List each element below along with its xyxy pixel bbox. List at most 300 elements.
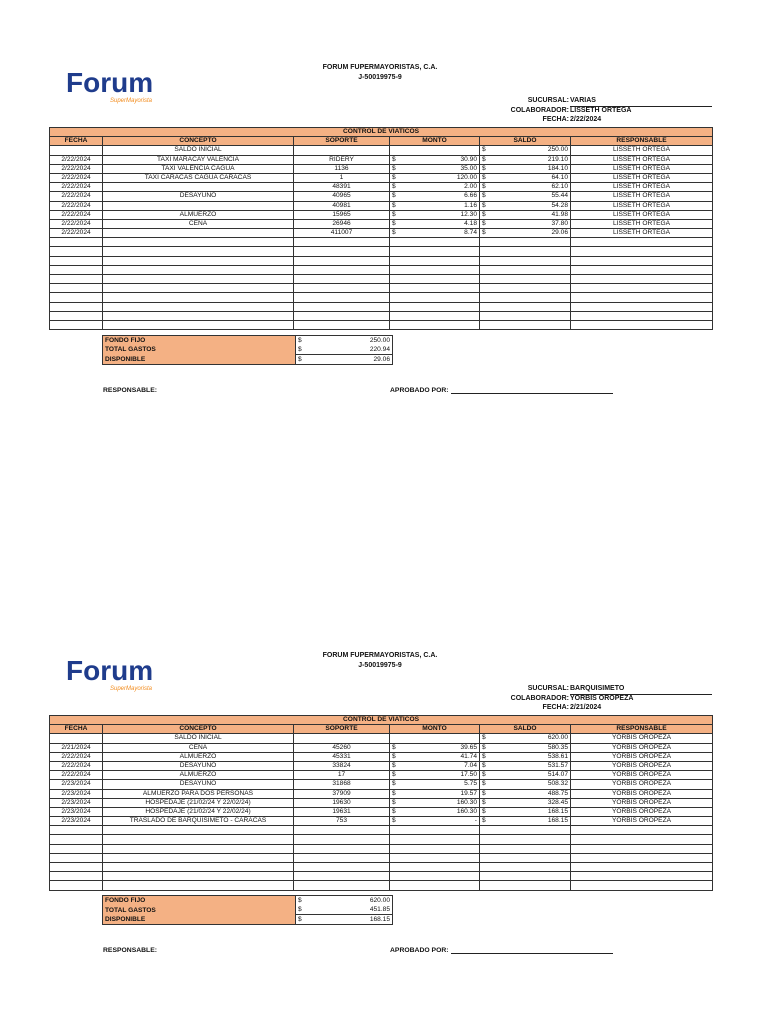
column-header: CONCEPTO: [103, 137, 294, 146]
monto-value: 39.65: [460, 743, 477, 751]
cell-concepto: [103, 201, 294, 210]
saldo-value: 508.32: [547, 780, 568, 788]
summary-value: 250.00: [369, 337, 390, 344]
colaborador-value: YORBIS OROPEZA: [570, 695, 634, 702]
cell-concepto: ALMUERZO PARA DOS PERSONAS: [103, 789, 294, 798]
column-header: FECHA: [50, 725, 103, 734]
summary-value: 168.15: [369, 916, 390, 924]
cell-saldo: [480, 743, 571, 752]
table-row: [50, 210, 713, 219]
cell-monto: [390, 229, 480, 238]
cell-monto: [390, 780, 480, 789]
cell-soporte: [294, 146, 390, 155]
cell-saldo: [480, 752, 571, 761]
currency-sign: $: [392, 219, 396, 227]
column-header: SALDO: [480, 137, 571, 146]
saldo-value: 184.10: [547, 164, 568, 172]
saldo-value: 41.98: [551, 210, 568, 218]
cell-saldo: [480, 817, 571, 826]
empty-row: [50, 238, 713, 247]
cell-fecha: 2/22/2024: [50, 219, 103, 228]
summary-value-cell: [296, 336, 393, 346]
table-row: [50, 173, 713, 182]
cell-soporte: [294, 734, 390, 743]
cell-monto: [390, 155, 480, 164]
table-row: [50, 752, 713, 761]
monto-value: 120.00: [456, 174, 477, 182]
saldo-value: 168.15: [547, 807, 568, 815]
table-row: [50, 229, 713, 238]
cell-soporte: RIDERY: [294, 155, 390, 164]
forum-logo-mark: [66, 654, 162, 694]
cell-monto: [390, 146, 480, 155]
monto-value: 35.00: [460, 164, 477, 172]
cell-responsable: YORBIS OROPEZA: [571, 734, 713, 743]
cell-concepto: CENA: [103, 743, 294, 752]
cell-concepto: HOSPEDAJE (21/02/24 Y 22/02/24): [103, 807, 294, 816]
cell-monto: [390, 164, 480, 173]
summary-value: 451.85: [369, 906, 390, 914]
cell-saldo: [480, 229, 571, 238]
cell-responsable: YORBIS OROPEZA: [571, 798, 713, 807]
monto-value: -: [474, 817, 477, 825]
summary-value-cell: [296, 355, 393, 365]
cell-concepto: SALDO INICIAL: [103, 734, 294, 743]
currency-sign: $: [482, 192, 486, 200]
cell-saldo: [480, 164, 571, 173]
empty-row: [50, 881, 713, 890]
cell-monto: [390, 734, 480, 743]
cell-responsable: YORBIS OROPEZA: [571, 752, 713, 761]
summary-value-cell: [296, 345, 393, 355]
cell-fecha: 2/23/2024: [50, 807, 103, 816]
currency-sign: $: [482, 229, 486, 237]
cell-fecha: 2/23/2024: [50, 817, 103, 826]
cell-responsable: LISSETH ORTEGA: [571, 210, 713, 219]
currency-sign: $: [392, 743, 396, 751]
empty-row: [50, 265, 713, 274]
summary-label: DISPONIBLE: [103, 355, 296, 365]
label-sucursal: SUCURSAL:: [527, 97, 569, 104]
cell-saldo: [480, 183, 571, 192]
table-row: [50, 789, 713, 798]
cell-concepto: DESAYUNO: [103, 192, 294, 201]
cell-soporte: 753: [294, 817, 390, 826]
company-rif: J-50019975-9: [358, 662, 402, 669]
cell-responsable: YORBIS OROPEZA: [571, 789, 713, 798]
cell-fecha: 2/23/2024: [50, 789, 103, 798]
company-name: FORUM FUPERMAYORISTAS, C.A.: [322, 64, 438, 71]
currency-sign: $: [298, 346, 302, 353]
cell-monto: [390, 752, 480, 761]
cell-concepto: TAXI CARACAS CAGUA CARACAS: [103, 173, 294, 182]
cell-fecha: 2/22/2024: [50, 771, 103, 780]
column-header: MONTO: [390, 137, 480, 146]
summary-value: 620.00: [369, 897, 390, 905]
column-header: MONTO: [390, 725, 480, 734]
cell-responsable: LISSETH ORTEGA: [571, 173, 713, 182]
cell-concepto: [103, 229, 294, 238]
cell-monto: [390, 201, 480, 210]
cell-responsable: YORBIS OROPEZA: [571, 817, 713, 826]
summary-row: [103, 345, 393, 355]
cell-responsable: YORBIS OROPEZA: [571, 780, 713, 789]
currency-sign: $: [298, 906, 302, 914]
cell-fecha: 2/22/2024: [50, 229, 103, 238]
column-header: SALDO: [480, 725, 571, 734]
cell-monto: [390, 210, 480, 219]
empty-row: [50, 826, 713, 835]
column-header: RESPONSABLE: [571, 725, 713, 734]
responsable-label: RESPONSABLE:: [103, 947, 158, 955]
cell-responsable: YORBIS OROPEZA: [571, 743, 713, 752]
cell-responsable: LISSETH ORTEGA: [571, 229, 713, 238]
aprobado-line: [451, 393, 613, 394]
label-fecha: FECHA:: [542, 116, 569, 123]
company-name: FORUM FUPERMAYORISTAS, C.A.: [322, 652, 438, 659]
currency-sign: $: [392, 229, 396, 237]
monto-value: 160.30: [456, 807, 477, 815]
empty-row: [50, 284, 713, 293]
responsable-label: RESPONSABLE:: [103, 387, 158, 394]
currency-sign: $: [298, 356, 302, 363]
cell-concepto: DESAYUNO: [103, 761, 294, 770]
empty-row: [50, 853, 713, 862]
cell-concepto: HOSPEDAJE (21/02/24 Y 22/02/24): [103, 798, 294, 807]
currency-sign: $: [392, 210, 396, 218]
colaborador-value: LISSETH ORTEGA: [570, 107, 632, 114]
sucursal-underline: [570, 106, 712, 107]
cell-soporte: 1136: [294, 164, 390, 173]
summary-row: [103, 905, 393, 915]
summary-row: [103, 896, 393, 906]
summary-value: 220.94: [369, 346, 390, 353]
cell-fecha: 2/22/2024: [50, 752, 103, 761]
cell-fecha: 2/23/2024: [50, 780, 103, 789]
currency-sign: $: [482, 771, 486, 779]
cell-responsable: LISSETH ORTEGA: [571, 201, 713, 210]
table-row: [50, 780, 713, 789]
cell-concepto: TAXI MARACAY VALENCIA: [103, 155, 294, 164]
cell-saldo: [480, 219, 571, 228]
empty-row: [50, 247, 713, 256]
saldo-value: 531.57: [547, 762, 568, 770]
empty-row: [50, 311, 713, 320]
cell-fecha: 2/22/2024: [50, 155, 103, 164]
monto-value: 12.30: [460, 210, 477, 218]
currency-sign: $: [482, 807, 486, 815]
monto-value: 2.00: [464, 183, 477, 191]
cell-monto: [390, 798, 480, 807]
monto-value: 160.30: [456, 798, 477, 806]
currency-sign: $: [392, 762, 396, 770]
cell-soporte: 17: [294, 771, 390, 780]
currency-sign: $: [298, 897, 302, 905]
monto-value: 6.66: [464, 192, 477, 200]
monto-value: 1.16: [464, 201, 477, 209]
cell-monto: [390, 192, 480, 201]
cell-fecha: [50, 734, 103, 743]
cell-soporte: 45331: [294, 752, 390, 761]
cell-fecha: 2/22/2024: [50, 201, 103, 210]
column-header: CONCEPTO: [103, 725, 294, 734]
cell-responsable: LISSETH ORTEGA: [571, 183, 713, 192]
cell-soporte: 31868: [294, 780, 390, 789]
cell-monto: [390, 183, 480, 192]
currency-sign: $: [392, 817, 396, 825]
logo-brand: Forum: [66, 655, 154, 686]
monto-value: 17.50: [460, 771, 477, 779]
cell-soporte: 48391: [294, 183, 390, 192]
cell-saldo: [480, 734, 571, 743]
logo-brand: Forum: [66, 67, 154, 98]
currency-sign: $: [482, 798, 486, 806]
cell-fecha: [50, 146, 103, 155]
aprobado-label: APROBADO POR:: [390, 947, 449, 955]
currency-sign: $: [392, 164, 396, 172]
cell-saldo: [480, 789, 571, 798]
saldo-value: 620.00: [547, 734, 568, 742]
empty-row: [50, 302, 713, 311]
aprobado-signature: [390, 947, 613, 954]
cell-saldo: [480, 798, 571, 807]
cell-responsable: LISSETH ORTEGA: [571, 164, 713, 173]
table-row: [50, 798, 713, 807]
viaticos-table: [49, 127, 713, 330]
cell-concepto: ALMUERZO: [103, 210, 294, 219]
cell-saldo: [480, 192, 571, 201]
table-row: [50, 771, 713, 780]
column-header: FECHA: [50, 137, 103, 146]
sucursal-value: VARIAS: [570, 97, 596, 104]
table-row: [50, 155, 713, 164]
currency-sign: $: [482, 789, 486, 797]
table-row: [50, 761, 713, 770]
currency-sign: $: [482, 743, 486, 751]
empty-row: [50, 275, 713, 284]
currency-sign: $: [482, 219, 486, 227]
cell-responsable: YORBIS OROPEZA: [571, 771, 713, 780]
sucursal-underline: [570, 694, 712, 695]
company-rif: J-50019975-9: [358, 74, 402, 81]
currency-sign: $: [392, 183, 396, 191]
empty-row: [50, 863, 713, 872]
cell-saldo: [480, 807, 571, 816]
saldo-value: 168.15: [547, 817, 568, 825]
cell-concepto: DESAYUNO: [103, 780, 294, 789]
table-row: [50, 183, 713, 192]
currency-sign: $: [392, 192, 396, 200]
cell-monto: [390, 743, 480, 752]
cell-soporte: 40981: [294, 201, 390, 210]
cell-concepto: [103, 183, 294, 192]
label-colaborador: COLABORADOR:: [510, 695, 569, 702]
cell-soporte: 411007: [294, 229, 390, 238]
column-header: SOPORTE: [294, 725, 390, 734]
currency-sign: $: [392, 807, 396, 815]
saldo-value: 29.06: [551, 229, 568, 237]
cell-monto: [390, 807, 480, 816]
responsable-signature: [103, 387, 157, 394]
cell-soporte: 45260: [294, 743, 390, 752]
forum-logo: [66, 66, 162, 106]
currency-sign: $: [482, 146, 486, 154]
monto-value: 30.90: [460, 155, 477, 163]
cell-fecha: 2/22/2024: [50, 183, 103, 192]
viaticos-table: [49, 715, 713, 891]
summary-label: TOTAL GASTOS: [103, 905, 296, 915]
column-header: SOPORTE: [294, 137, 390, 146]
saldo-value: 62.10: [551, 183, 568, 191]
cell-soporte: 15965: [294, 210, 390, 219]
monto-value: 4.18: [464, 219, 477, 227]
saldo-value: 488.75: [547, 789, 568, 797]
cell-fecha: 2/22/2024: [50, 210, 103, 219]
cell-soporte: 1: [294, 173, 390, 182]
currency-sign: $: [482, 183, 486, 191]
monto-value: 7.04: [464, 762, 477, 770]
currency-sign: $: [392, 780, 396, 788]
cell-monto: [390, 771, 480, 780]
label-colaborador: COLABORADOR:: [510, 107, 569, 114]
saldo-value: 37.80: [551, 219, 568, 227]
summary-table: [102, 335, 393, 365]
currency-sign: $: [298, 916, 302, 924]
summary-table: [102, 895, 393, 925]
table-row: [50, 807, 713, 816]
cell-concepto: SALDO INICIAL: [103, 146, 294, 155]
cell-soporte: 19631: [294, 807, 390, 816]
cell-monto: [390, 817, 480, 826]
currency-sign: $: [482, 210, 486, 218]
summary-value: 29.06: [373, 356, 390, 363]
currency-sign: $: [392, 771, 396, 779]
table-row: [50, 743, 713, 752]
saldo-value: 250.00: [547, 146, 568, 154]
cell-responsable: YORBIS OROPEZA: [571, 807, 713, 816]
cell-fecha: 2/22/2024: [50, 173, 103, 182]
cell-saldo: [480, 173, 571, 182]
summary-label: DISPONIBLE: [103, 915, 296, 925]
currency-sign: $: [482, 734, 486, 742]
cell-saldo: [480, 761, 571, 770]
summary-label: FONDO FIJO: [103, 896, 296, 906]
aprobado-signature: [390, 387, 613, 394]
cell-monto: [390, 761, 480, 770]
table-row: [50, 201, 713, 210]
empty-row: [50, 844, 713, 853]
label-sucursal: SUCURSAL:: [527, 685, 569, 692]
cell-soporte: 26946: [294, 219, 390, 228]
cell-soporte: 37909: [294, 789, 390, 798]
saldo-value: 538.61: [547, 752, 568, 760]
column-header: RESPONSABLE: [571, 137, 713, 146]
currency-sign: $: [392, 752, 396, 760]
cell-fecha: 2/22/2024: [50, 192, 103, 201]
cell-monto: [390, 219, 480, 228]
table-row: [50, 219, 713, 228]
empty-row: [50, 320, 713, 329]
cell-responsable: LISSETH ORTEGA: [571, 155, 713, 164]
monto-value: 41.74: [460, 752, 477, 760]
summary-row: [103, 336, 393, 346]
summary-label: TOTAL GASTOS: [103, 345, 296, 355]
currency-sign: $: [392, 798, 396, 806]
currency-sign: $: [482, 752, 486, 760]
saldo-value: 580.35: [547, 743, 568, 751]
cell-responsable: YORBIS OROPEZA: [571, 761, 713, 770]
summary-value-cell: [296, 905, 393, 915]
table-row: [50, 164, 713, 173]
summary-row: [103, 355, 393, 365]
company-header: [300, 651, 460, 671]
currency-sign: $: [482, 155, 486, 163]
forum-logo-mark: [66, 66, 162, 106]
cell-responsable: LISSETH ORTEGA: [571, 146, 713, 155]
cell-soporte: 40965: [294, 192, 390, 201]
currency-sign: $: [392, 789, 396, 797]
cell-saldo: [480, 201, 571, 210]
cell-concepto: ALMUERZO: [103, 771, 294, 780]
fecha-value: 2/22/2024: [570, 116, 602, 123]
saldo-value: 64.10: [551, 174, 568, 182]
currency-sign: $: [392, 201, 396, 209]
cell-fecha: 2/21/2024: [50, 743, 103, 752]
cell-concepto: CENA: [103, 219, 294, 228]
monto-value: 8.74: [464, 229, 477, 237]
empty-row: [50, 256, 713, 265]
saldo-value: 55.44: [551, 192, 568, 200]
table-row: [50, 192, 713, 201]
cell-fecha: 2/22/2024: [50, 761, 103, 770]
aprobado-line: [451, 953, 613, 954]
logo-tagline: SuperMayorista: [110, 686, 153, 692]
currency-sign: $: [482, 164, 486, 172]
saldo-value: 514.07: [547, 771, 568, 779]
table-row: [50, 817, 713, 826]
summary-row: [103, 915, 393, 925]
logo-tagline: SuperMayorista: [110, 98, 153, 104]
cell-monto: [390, 789, 480, 798]
currency-sign: $: [482, 201, 486, 209]
currency-sign: $: [482, 817, 486, 825]
cell-responsable: LISSETH ORTEGA: [571, 192, 713, 201]
label-fecha: FECHA:: [542, 704, 569, 711]
monto-value: 19.57: [460, 789, 477, 797]
cell-saldo: [480, 780, 571, 789]
currency-sign: $: [392, 155, 396, 163]
cell-fecha: 2/23/2024: [50, 798, 103, 807]
empty-row: [50, 835, 713, 844]
company-header: [300, 63, 460, 83]
saldo-value: 328.45: [547, 798, 568, 806]
cell-concepto: TAXI VALENCIA CAGUA: [103, 164, 294, 173]
summary-value-cell: [296, 915, 393, 925]
cell-responsable: LISSETH ORTEGA: [571, 219, 713, 228]
saldo-value: 54.28: [551, 201, 568, 209]
cell-fecha: 2/22/2024: [50, 164, 103, 173]
table-row: [50, 734, 713, 743]
currency-sign: $: [482, 174, 486, 182]
empty-row: [50, 293, 713, 302]
cell-saldo: [480, 771, 571, 780]
currency-sign: $: [392, 174, 396, 182]
table-title: CONTROL DE VIATICOS: [50, 716, 713, 725]
cell-saldo: [480, 146, 571, 155]
table-row: [50, 146, 713, 155]
empty-row: [50, 872, 713, 881]
sucursal-value: BARQUISIMETO: [570, 685, 625, 692]
